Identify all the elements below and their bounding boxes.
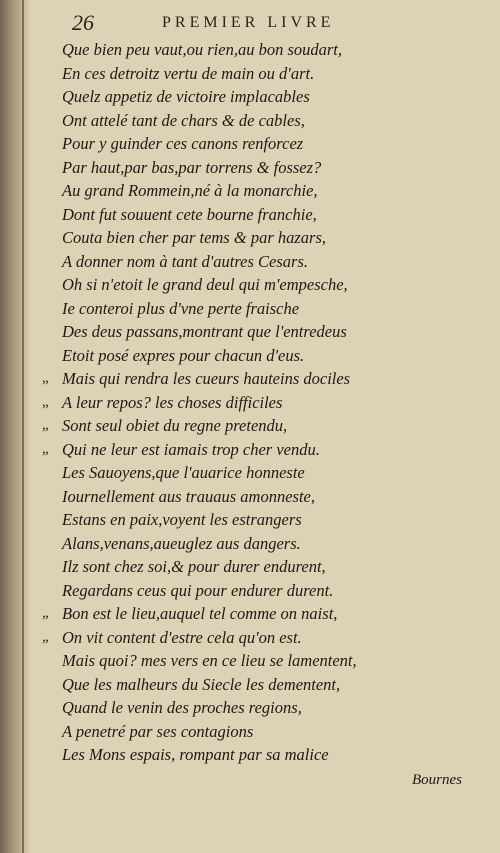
verse-line xyxy=(62,673,462,697)
verse-line xyxy=(42,391,462,415)
verse-text: Pour y guinder ces canons renforcez xyxy=(62,134,304,153)
verse-text: Les Sauoyens,que l'auarice honneste xyxy=(62,463,305,482)
verse-text: Alans,venans,aueuglez aus dangers. xyxy=(62,533,301,553)
verse-text: Mais quoi? mes vers en ce lieu se lamentent, xyxy=(62,651,357,670)
verse-line xyxy=(62,273,462,297)
verse-text: Quelz appetiz de victoire implacables xyxy=(62,87,310,106)
quotation-mark: „ xyxy=(42,628,49,645)
verse-line xyxy=(62,109,462,133)
verse-text: Des deus passans,montrant que l'entredeus xyxy=(62,322,347,341)
verse-line xyxy=(42,414,462,438)
verse-text: Que bien peu vaut,ou rien,au bon soudart, xyxy=(62,40,343,59)
verse-line xyxy=(62,696,462,720)
verse-text: Que les malheurs du Siecle les dementent, xyxy=(62,674,341,694)
verse-line xyxy=(42,438,462,462)
verse-line xyxy=(62,720,462,744)
verse-text: Mais qui rendra les cueurs hauteins dociles xyxy=(62,369,351,388)
verse-line xyxy=(62,508,462,532)
verse-line xyxy=(62,743,462,767)
verse-text: Par haut,par bas,par torrens & fossez? xyxy=(62,157,322,177)
verse-text: Couta bien cher par tems & par hazars, xyxy=(62,228,326,247)
page-header xyxy=(72,10,412,34)
verse-text: Quand le venin des proches regions, xyxy=(62,698,302,717)
page-number: 26 xyxy=(72,10,94,35)
quotation-mark: „ xyxy=(42,393,49,410)
verse-text: Ilz sont chez soi,& pour durer endurent, xyxy=(62,557,326,576)
verse-line xyxy=(42,367,462,391)
verse-text: Ie conteroi plus d'vne perte fraische xyxy=(62,298,300,318)
verse-line xyxy=(62,461,462,485)
verse-text: A leur repos? les choses difficiles xyxy=(62,392,283,412)
verse-block xyxy=(42,38,462,767)
quotation-mark: „ xyxy=(42,370,49,386)
verse-text: On vit content d'estre cela qu'on est. xyxy=(62,627,302,647)
verse-text: A donner nom à tant d'autres Cesars. xyxy=(62,251,308,271)
verse-line xyxy=(62,85,462,109)
verse-line xyxy=(42,602,462,626)
verse-line xyxy=(62,132,462,156)
verse-text: Les Mons espais, rompant par sa malice xyxy=(62,745,329,764)
verse-text: Regardans ceus qui pour endurer durent. xyxy=(62,580,334,600)
catchword: Bournes xyxy=(412,772,462,788)
verse-text: Dont fut souuent cete bourne franchie, xyxy=(62,204,317,224)
verse-line xyxy=(62,38,462,62)
verse-text: Iournellement aus trauaus amonneste, xyxy=(62,486,315,506)
verse-line xyxy=(62,297,462,321)
verse-text: Au grand Rommein,né à la monarchie, xyxy=(62,181,318,200)
verse-text: En ces detroitz vertu de main ou d'art. xyxy=(62,63,315,83)
verse-line xyxy=(62,250,462,274)
verse-line xyxy=(62,344,462,368)
verse-line xyxy=(62,320,462,344)
verse-text: Bon est le lieu,auquel tel comme on naist, xyxy=(62,604,338,623)
verse-text: Ont attelé tant de chars & de cables, xyxy=(62,110,305,130)
verse-line xyxy=(62,555,462,579)
quotation-mark: „ xyxy=(42,605,49,621)
verse-text: A penetré par ses contagions xyxy=(62,721,254,741)
verse-line xyxy=(62,203,462,227)
quotation-mark: „ xyxy=(42,440,49,457)
gutter-line xyxy=(22,0,24,853)
verse-line xyxy=(62,649,462,673)
verse-line xyxy=(62,179,462,203)
verse-text: Sont seul obiet du regne pretendu, xyxy=(62,416,288,435)
verse-line xyxy=(62,485,462,509)
verse-line xyxy=(62,226,462,250)
verse-line xyxy=(62,62,462,86)
verse-text: Qui ne leur est iamais trop cher vendu. xyxy=(62,439,320,459)
verse-text: Estans en paix,voyent les estrangers xyxy=(62,510,302,529)
running-head: PREMIER LIVRE xyxy=(162,14,335,31)
verse-text: Etoit posé expres pour chacun d'eus. xyxy=(62,345,305,365)
verse-line xyxy=(62,579,462,603)
book-spine-shadow xyxy=(0,0,30,853)
verse-text: Oh si n'etoit le grand deul qui m'empesche, xyxy=(62,275,348,294)
verse-line xyxy=(62,156,462,180)
verse-line xyxy=(42,626,462,650)
verse-line xyxy=(62,532,462,556)
quotation-mark: „ xyxy=(42,417,49,433)
